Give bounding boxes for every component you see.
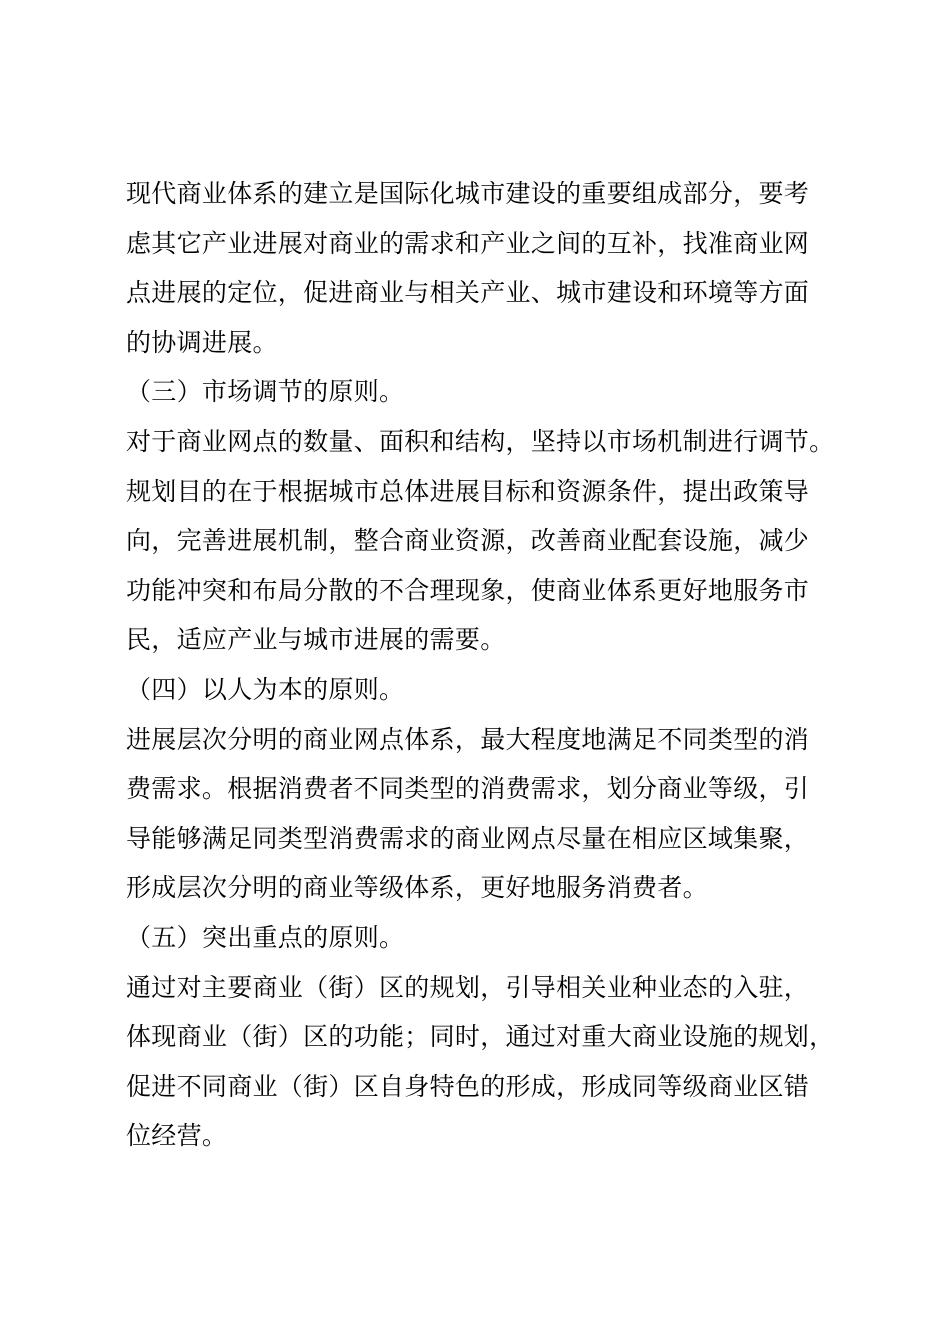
section-heading: （四）以人为本的原则。 — [126, 674, 405, 704]
paragraph-line: 对于商业网点的数量、面积和结构，坚持以市场机制进行调节。 — [126, 426, 835, 456]
paragraph-line: 功能冲突和布局分散的不合理现象，使商业体系更好地服务市 — [126, 575, 810, 605]
paragraph-line: 进展层次分明的商业网点体系，最大程度地满足不同类型的消 — [126, 724, 810, 754]
section-heading: （五）突出重点的原则。 — [126, 922, 405, 952]
paragraph-line: 虑其它产业进展对商业的需求和产业之间的互补，找准商业网 — [126, 228, 810, 258]
paragraph-line: 位经营。 — [126, 1121, 228, 1151]
paragraph-line: 体现商业（街）区的功能；同时，通过对重大商业设施的规划， — [126, 1022, 835, 1052]
document-body — [126, 169, 834, 1161]
paragraph-line: 民，适应产业与城市进展的需要。 — [126, 625, 506, 655]
paragraph-line: 费需求。根据消费者不同类型的消费需求，划分商业等级，引 — [126, 774, 810, 804]
paragraph-line: 规划目的在于根据城市总体进展目标和资源条件，提出政策导 — [126, 476, 810, 506]
paragraph-line: 点进展的定位，促进商业与相关产业、城市建设和环境等方面 — [126, 278, 810, 308]
paragraph-line: 形成层次分明的商业等级体系，更好地服务消费者。 — [126, 873, 708, 903]
section-heading: （三）市场调节的原则。 — [126, 377, 405, 407]
paragraph-line: 的协调进展。 — [126, 327, 278, 357]
paragraph-line: 现代商业体系的建立是国际化城市建设的重要组成部分，要考 — [126, 179, 810, 208]
paragraph-line: 促进不同商业（街）区自身特色的形成，形成同等级商业区错 — [126, 1071, 810, 1101]
paragraph-line: 导能够满足同类型消费需求的商业网点尽量在相应区域集聚， — [126, 823, 810, 853]
paragraph-line: 向，完善进展机制，整合商业资源，改善商业配套设施，减少 — [126, 526, 810, 556]
paragraph-line: 通过对主要商业（街）区的规划，引导相关业种业态的入驻， — [126, 972, 810, 1002]
